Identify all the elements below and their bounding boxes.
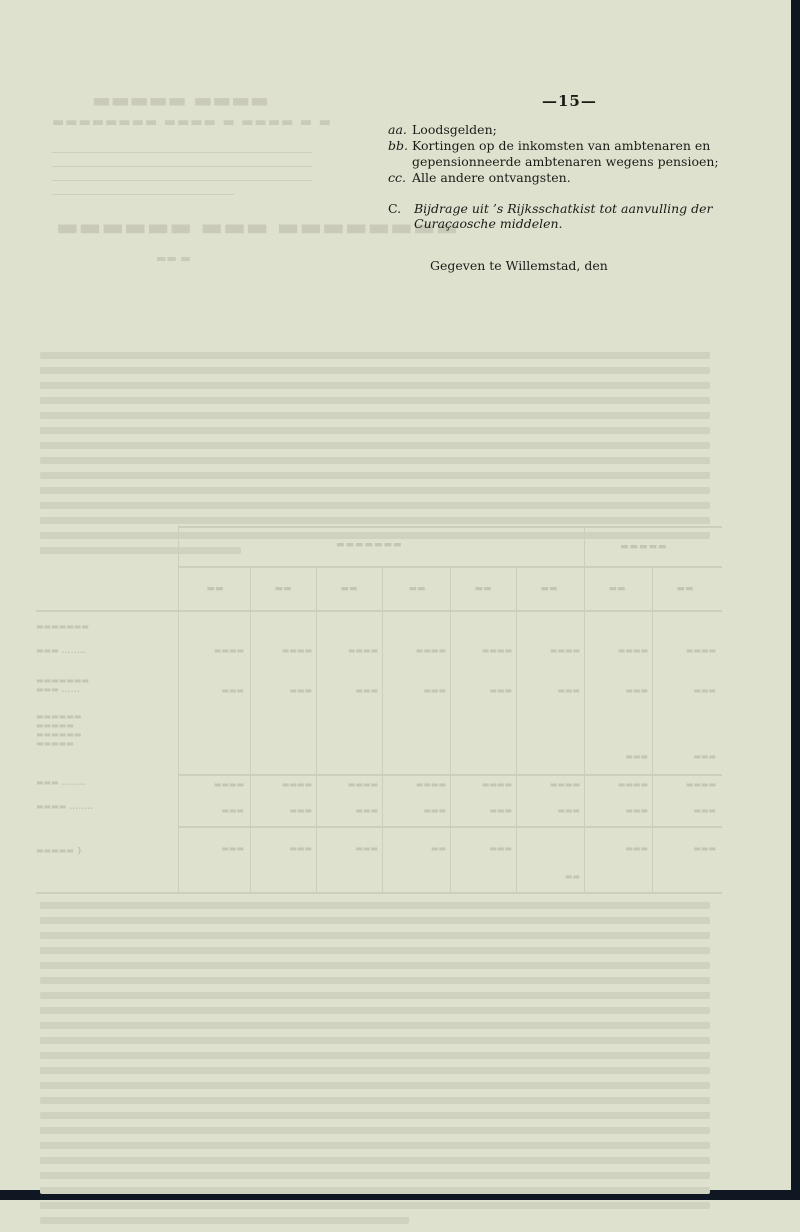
- scan-frame-right: [791, 0, 800, 1200]
- list-item-text: Alle andere ontvangsten.: [412, 170, 571, 185]
- section-c: [388, 201, 773, 231]
- list-item-label: cc.: [388, 170, 406, 185]
- section-c-text: Bijdrage uit ’s Rijksschatkist tot aanvulling der Curaçaosche middelen.: [414, 201, 713, 231]
- bleed-through-heading: ▬▬▬▬▬▬ ▬▬▬ ▬▬▬▬▬▬▬▬: [56, 212, 459, 241]
- list-item-text: Loodsgelden;: [412, 122, 497, 137]
- bleed-through-title: ▬▬▬▬▬ ▬▬▬▬: [92, 88, 270, 112]
- bleed-through-paragraph-lower: [40, 902, 710, 1232]
- list-item-label: aa.: [388, 122, 407, 137]
- list-item-label: bb.: [388, 138, 408, 153]
- closing-line: Gegeven te Willemstad, den: [430, 258, 608, 273]
- page-number: —15—: [542, 92, 597, 110]
- bleed-through-subtitle: ▬▬▬▬▬▬▬▬ ▬▬▬▬ ▬ ▬▬▬▬ ▬ ▬: [52, 115, 333, 130]
- list-item: [388, 170, 768, 186]
- revenue-items-list: [388, 122, 768, 186]
- bleed-through-note: ▬▬ ▬: [156, 252, 191, 265]
- bleed-through-table: ▬▬▬▬▬▬▬ ▬▬▬▬▬ ▬▬ ▬▬ ▬▬ ▬▬ ▬▬ ▬▬ ▬▬ ▬▬ ▬▬▬▬▬▬▬ ▬▬▬ ........ ▬▬▬▬▬▬▬ ▬▬▬ ...... ▬▬▬▬▬▬ ▬▬▬▬▬ ▬▬▬▬▬▬ ▬▬▬▬▬ ▬▬▬ ........ ▬▬▬▬ ........ ▬▬▬▬▬ } ▬▬▬▬ ▬▬▬▬ ▬▬▬▬ ▬▬▬▬ ▬▬▬▬ ▬▬▬▬ ▬▬▬▬ ▬▬▬▬ ▬▬▬ ▬▬▬ ▬▬▬ ▬▬▬ ▬▬▬ ▬▬▬ ▬▬▬ ▬▬▬ ▬▬▬ ▬▬▬ ▬▬▬▬ ▬▬▬▬ ▬▬▬▬ ▬▬▬▬ ▬▬▬▬ ▬▬▬▬ ▬▬▬▬ ▬▬▬▬ ▬▬▬ ▬▬▬ ▬▬▬ ▬▬▬ ▬▬▬ ▬▬▬ ▬▬▬ ▬▬▬ ▬▬▬ ▬▬▬ ▬▬▬ ▬▬ ▬▬▬ ▬▬▬ ▬▬▬ ▬▬: [36, 526, 722, 894]
- list-item: [388, 122, 768, 138]
- section-c-label: C.: [388, 201, 402, 216]
- list-item-text: Kortingen op de inkomsten van ambtenaren en gepensionneerde ambtenaren wegens pensioen;: [412, 138, 719, 169]
- bleed-through-lines: [52, 152, 312, 208]
- list-item: [388, 138, 768, 170]
